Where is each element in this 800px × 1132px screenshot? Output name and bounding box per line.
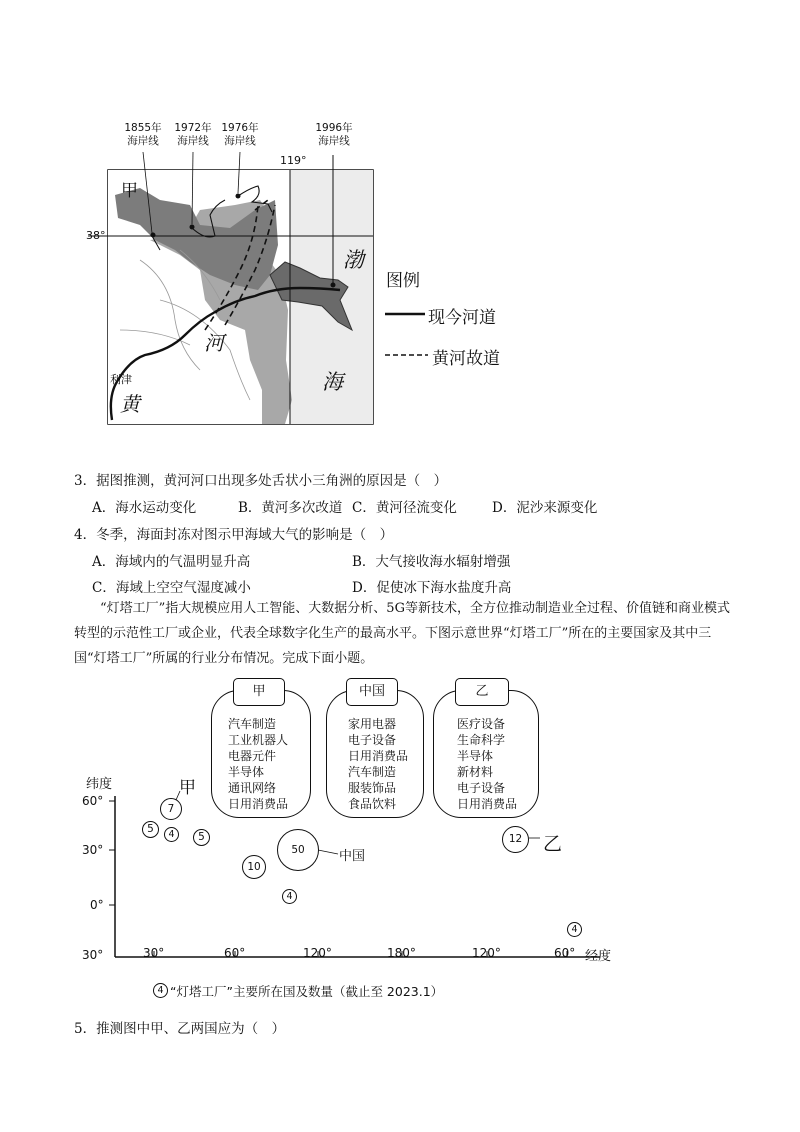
question-4-option-a: A．海域内的气温明显升高: [92, 554, 251, 570]
industry-item: 食品饮料: [348, 797, 397, 811]
country-circle: 4: [164, 827, 179, 842]
question-5-stem: 5．推测图中甲、乙两国应为（ ）: [74, 1021, 286, 1037]
question-3-option-c: C．黄河径流变化: [352, 500, 457, 516]
industry-list-yi: [457, 716, 517, 812]
label-jia: 甲: [179, 778, 196, 798]
y-tick-0: 0°: [90, 898, 104, 912]
coastline-year: 1972年: [174, 122, 212, 134]
label-yi: 乙: [543, 833, 563, 855]
caption-sample-circle: 4: [153, 983, 168, 998]
country-circle: 5: [193, 829, 210, 846]
country-circle: 50: [277, 829, 319, 871]
legend-current-river: 现今河道: [428, 308, 496, 328]
coastline-year: 1996年: [315, 122, 353, 134]
country-circle: 10: [242, 855, 266, 879]
x-tick-180: 180°: [387, 946, 416, 960]
sea-char-hai: 海: [322, 370, 343, 394]
legend-old-river: 黄河故道: [432, 349, 500, 369]
label-china: 中国: [339, 849, 366, 864]
industry-item: 日用消费品: [348, 749, 409, 763]
sea-char-bo: 渤: [343, 248, 364, 272]
passage-text: “灯塔工厂”指大规模应用人工智能、大数据分析、5G等新技术，全方位推动制造业全过程、价值链和商业模式转型的示范性工厂或企业，代表全球数字化生产的最高水平。下图示意世界“灯塔工厂”所在的主要国家及其中三国“灯塔工厂”所属的行业分布情况。完成下面小题。: [74, 601, 730, 666]
industry-list-china: [348, 716, 408, 812]
industry-item: 日用消费品: [457, 797, 518, 811]
country-circle: 7: [160, 798, 182, 820]
x-tick-60w: 60°: [554, 946, 576, 960]
industry-item: 工业机器人: [228, 733, 289, 747]
question-4-option-c: C．海域上空空气湿度减小: [92, 580, 251, 596]
y-tick-60n: 60°: [82, 794, 104, 808]
industry-item: 汽车制造: [228, 717, 277, 731]
industry-box-jia-title: 甲: [233, 678, 285, 706]
industry-list-jia: [228, 716, 288, 812]
country-circle: 4: [282, 889, 297, 904]
question-4-option-d: D．促使冰下海水盐度升高: [352, 580, 512, 596]
x-tick-120w: 120°: [472, 946, 501, 960]
question-3-stem: 3．据图推测，黄河河口出现多处舌状小三角洲的原因是（ ）: [74, 473, 448, 489]
question-4-stem: 4．冬季，海面封冻对图示甲海域大气的影响是（ ）: [74, 527, 394, 543]
place-jia: 甲: [121, 181, 138, 201]
y-axis-title: 纬度: [86, 777, 113, 792]
question-3-option-a: A．海水运动变化: [92, 500, 197, 516]
country-circle: 5: [142, 821, 159, 838]
coastline-text: 海岸线: [177, 135, 209, 147]
x-tick-30: 30°: [143, 946, 165, 960]
longitude-label: 119°: [280, 154, 307, 167]
industry-box-yi-title: 乙: [455, 678, 509, 706]
y-tick-30n: 30°: [82, 843, 104, 857]
x-tick-120: 120°: [303, 946, 332, 960]
industry-item: 日用消费品: [228, 797, 289, 811]
river-char-he: 河: [204, 331, 224, 355]
country-circle: 12: [502, 826, 529, 853]
question-4-option-b: B．大气接收海水辐射增强: [352, 554, 511, 570]
industry-item: 医疗设备: [457, 717, 506, 731]
y-tick-30s: 30°: [82, 948, 104, 962]
industry-item: 服装饰品: [348, 781, 397, 795]
industry-item: 半导体: [457, 749, 494, 763]
river-char-huang: 黄: [120, 392, 140, 416]
latitude-label: 38°: [86, 229, 106, 242]
legend-title: 图例: [386, 271, 420, 291]
industry-item: 汽车制造: [348, 765, 397, 779]
industry-box-china-title: 中国: [346, 678, 398, 706]
x-axis-title: 经度: [585, 949, 612, 964]
industry-item: 电器元件: [228, 749, 277, 763]
industry-item: 通讯网络: [228, 781, 277, 795]
industry-item: 生命科学: [457, 733, 506, 747]
coastline-year: 1855年: [124, 122, 162, 134]
industry-item: 半导体: [228, 765, 265, 779]
industry-item: 家用电器: [348, 717, 397, 731]
country-circle: 4: [567, 922, 582, 937]
industry-item: 电子设备: [457, 781, 506, 795]
chart-caption: “灯塔工厂”主要所在国及数量（截止至 2023.1）: [170, 984, 444, 999]
question-3-option-d: D．泥沙来源变化: [492, 500, 598, 516]
x-tick-60: 60°: [224, 946, 246, 960]
coastline-text: 海岸线: [318, 135, 350, 147]
question-3-option-b: B．黄河多次改道: [238, 500, 343, 516]
coastline-text: 海岸线: [224, 135, 256, 147]
industry-item: 电子设备: [348, 733, 397, 747]
place-lijin: 利津: [110, 373, 132, 386]
industry-item: 新材料: [457, 765, 494, 779]
coastline-text: 海岸线: [127, 135, 159, 147]
coastline-year: 1976年: [221, 122, 259, 134]
